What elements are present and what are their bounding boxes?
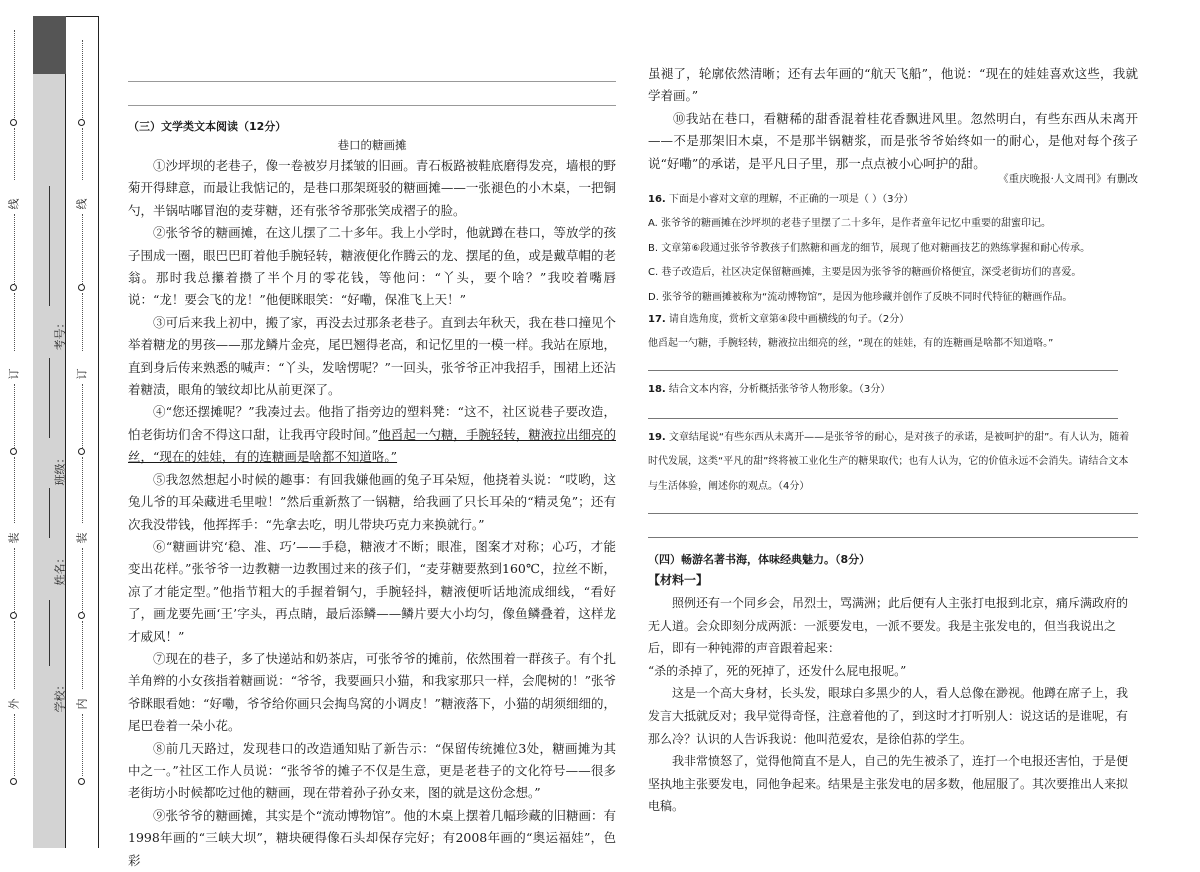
circle-mark: [78, 284, 85, 291]
paragraph: 这是一个高大身材，长头发，眼球白多黑少的人，看人总像在渺视。他蹲在席子上，我发言大抵就反对；我早觉得奇怪，注意着他的了，到这时才打听别人：说这话的是谁呢，有那么冷？认识的人告诉我说：他叫范爱农，是徐伯荪的学生。: [648, 686, 1129, 746]
paragraph: [128, 401, 616, 468]
circle-mark: [78, 612, 85, 619]
paragraph: 我非常愤怒了，觉得他简直不是人，自己的先生被杀了，连打一个电报还害怕，于是便坚执地主张要发电，同他争起来。结果是主张发电的居多数，他屈服了。其次要推出人来拟电稿。: [648, 754, 1129, 814]
paragraph-text: ④“您还摆摊呢？”我凑过去。他指了指旁边的塑料凳：“这不，社区说巷子要改造，怕老街坊们舍不得这口甜，让我再守段时间。”: [128, 404, 616, 442]
question-number: 19.: [648, 432, 666, 443]
paragraph: ①沙坪坝的老巷子，像一卷被岁月揉皱的旧画。青石板路被鞋底磨得发亮，墙根的野菊开得肆意，而最让我惦记的，是巷口那架斑驳的糖画摊——一张褪色的小木桌，一把铜勺，半锅咕嘟冒泡的麦芽糖，还有张爷爷那张笑成褶子的脸。: [128, 158, 616, 218]
material-label: 【材料一】: [648, 573, 709, 587]
material-text: [648, 592, 1138, 818]
dotted-cut-line: [14, 714, 15, 776]
name-label: 姓名：: [53, 552, 67, 586]
paragraph: ⑦现在的巷子，多了快递站和奶茶店，可张爷爷的摊前，依然围着一群孩子。有个扎羊角辫的小女孩指着糖画说：“爷爷，我要画只小猫，和我家那只一样，会爬树的！”张爷爷眯眼看她：“好嘞，爷爷给你画只会掏鸟窝的小调皮！”糖液落下，小猫的胡须细细的，尾巴卷着一朵小花。: [128, 650, 616, 734]
name-field[interactable]: [49, 488, 50, 538]
dotted-cut-line: [82, 384, 83, 448]
section-4-title: （四）畅游名著书海，体味经典魅力。（8分）: [648, 553, 871, 566]
option-c[interactable]: C. 巷子改造后，社区决定保留糖画摊，主要是因为张爷爷的糖画价格便宜，深受老街坊们的喜爱。: [648, 267, 1082, 279]
binding-ding-char: 订: [75, 368, 89, 380]
dotted-cut-line: [14, 548, 15, 612]
binding-line-char: 线: [75, 198, 89, 210]
dotted-cut-line: [82, 457, 83, 523]
article-title: 巷口的糖画摊: [337, 138, 407, 152]
question-16: [648, 188, 1138, 310]
binding-margin: [0, 0, 100, 848]
header-rule: [128, 105, 616, 106]
paragraph: ⑧前几天路过，发现巷口的改造通知贴了新告示：“保留传统摊位3处，糖画摊为其中之一。”社区工作人员说：“张爷爷的摊子不仅是生意，更是老巷子的文化符号——很多老街坊小时候都吃过他的糖画，现在带着孙子孙女来，图的就是这份念想。”: [128, 740, 616, 801]
school-field[interactable]: [49, 600, 50, 666]
dotted-cut-line: [82, 40, 83, 120]
paragraph: 虽褪了，轮廓依然清晰；还有去年画的“航天飞船”，他说：“现在的娃娃喜欢这些，我就学着画。”: [648, 66, 1138, 104]
binding-zhuang-char: 装: [75, 532, 89, 544]
article-continuation: [648, 63, 1138, 175]
question-number: 16.: [648, 194, 666, 205]
dotted-cut-line: [82, 548, 83, 612]
question-stem: 文章结尾说“有些东西从未离开——是张爷爷的耐心，是对孩子的承诺，是被呵护的甜”。有人认为，随着时代发展，这类“平凡的甜”终将被工业化生产的糖果取代；也有人认为，它的价值永远不会消失。请结合文本与生活体验，阐述你的观点。（4分）: [648, 432, 1130, 492]
left-column: [128, 0, 616, 868]
underlined-sentence: 他舀起一勺糖，手腕轻转，糖液拉出细亮的丝，“现在的娃娃，有的连糖画是啥都不知道咯。”: [128, 426, 616, 465]
binding-outer-char: 外: [7, 698, 21, 710]
class-field[interactable]: [49, 358, 50, 438]
answer-line[interactable]: [648, 513, 1138, 514]
dotted-cut-line: [82, 128, 83, 180]
question-17: [648, 308, 1138, 357]
dotted-cut-line: [82, 621, 83, 689]
circle-mark: [10, 612, 17, 619]
circle-mark: [10, 284, 17, 291]
question-18: [648, 378, 1138, 402]
paragraph: ②张爷爷的糖画摊，在这儿摆了二十多年。我上小学时，他就蹲在巷口，等放学的孩子围成一圈，眼巴巴盯着他手腕轻转，糖液便化作腾云的龙、摆尾的鱼，或是戴草帽的老翁。那时我总攥着攒了半个月的零花钱，等他问：“丫头，要个啥？”我咬着嘴唇说：“龙！要会飞的龙！”他便眯眼笑：“好嘞，保准飞上天！”: [128, 225, 616, 308]
dotted-cut-line: [14, 214, 15, 284]
right-column: [648, 0, 1138, 848]
question-stem: 请自选角度，赏析文章第④段中画横线的句子。（2分）: [668, 314, 910, 325]
exam-no-label: 考号：: [53, 317, 67, 351]
question-19: [648, 426, 1138, 499]
paragraph: ⑩我站在巷口，看糖稀的甜香混着桂花香飘进风里。忽然明白，有些东西从未离开——不是那架旧木桌，不是那半锅糖浆，而是张爷爷始终如一的耐心，是他对每个孩子说“好嘞”的承诺，是平凡日子里，那一点点被小心呵护的甜。: [648, 110, 1138, 171]
question-stem: 下面是小睿对文章的理解，不正确的一项是（ ）（3分）: [668, 194, 914, 205]
question-number: 18.: [648, 384, 666, 395]
binding-dark-block: [33, 16, 66, 74]
binding-zhuang-char: 装: [7, 532, 21, 544]
exam-no-field[interactable]: [49, 186, 50, 306]
article-body: [128, 155, 616, 872]
paragraph: ⑥“糖画讲究‘稳、准、巧’——手稳，糖液才不断；眼准，图案才对称；心巧，才能变出花样。”张爷爷一边教糖一边教围过来的孩子们，“麦芽糖要熬到160℃，拉丝不断，凉了才能定型。”他指节粗大的手握着铜勺，手腕轻抖，糖液便听话地流成细线，“看好了，画龙要先画‘王’字头，再点睛，最后添鳞——鳞片要大小均匀，像鱼鳞叠着，这样龙才威风！”: [128, 538, 616, 644]
question-stem: 结合文本内容，分析概括张爷爷人物形象。（3分）: [668, 384, 891, 395]
answer-line[interactable]: [648, 537, 1138, 538]
answer-line[interactable]: [648, 370, 1118, 371]
circle-mark: [10, 119, 17, 126]
dotted-cut-line: [14, 128, 15, 180]
dotted-cut-line: [82, 714, 83, 776]
paragraph: ⑨张爷爷的糖画摊，其实是个“流动博物馆”。他的木桌上摆着几幅珍藏的旧糖画：有1998年画的“三峡大坝”，糖块硬得像石头却保存完好；有2008年画的“奥运福娃”，色彩: [128, 807, 616, 868]
paragraph: 照例还有一个同乡会，吊烈士，骂满洲；此后便有人主张打电报到北京，痛斥满政府的无人道。会众即刻分成两派：一派要发电，一派不要发。我是主张发电的，但当我说出之后，即有一种钝滞的声音跟着起来：: [648, 596, 1129, 656]
option-b[interactable]: B. 文章第⑥段通过张爷爷教孩子们熬糖和画龙的细节，展现了他对糖画技艺的熟练掌握和耐心传承。: [648, 242, 1091, 254]
dotted-cut-line: [14, 384, 15, 448]
binding-inner-char: 内: [75, 698, 89, 710]
dotted-cut-line: [82, 214, 83, 284]
question-number: 17.: [648, 314, 666, 325]
section-title: （三）文学类文本阅读（12分）: [128, 120, 287, 133]
answer-line[interactable]: [648, 418, 1118, 419]
school-label: 学校：: [53, 679, 67, 713]
source-citation: 《重庆晚报·人文周刊》有删改: [998, 173, 1138, 185]
binding-ding-char: 订: [7, 368, 21, 380]
dotted-cut-line: [14, 30, 15, 122]
circle-mark: [10, 448, 17, 455]
binding-line-char: 线: [7, 198, 21, 210]
circle-mark: [78, 448, 85, 455]
quoted-sentence: 他舀起一勺糖，手腕轻转，糖液拉出细亮的丝，“现在的娃娃，有的连糖画是啥都不知道咯。”: [648, 338, 1054, 350]
circle-mark: [78, 119, 85, 126]
paragraph: ⑤我忽然想起小时候的趣事：有回我嫌他画的兔子耳朵短，他挠着头说：“哎哟，这兔儿爷的耳朵藏进毛里啦！”然后重新熬了一锅糖，给我画了只长耳朵的“精灵兔”；还有次我没带钱，他挥挥手：“先拿去吃，明儿带块巧克力来换就行。”: [128, 471, 616, 532]
dotted-cut-line: [14, 293, 15, 351]
class-label: 班级：: [53, 452, 67, 486]
dotted-cut-line: [14, 621, 15, 689]
circle-mark: [78, 778, 85, 785]
option-d[interactable]: D. 张爷爷的糖画摊被称为“流动博物馆”，是因为他珍藏并创作了反映不同时代特征的糖画作品。: [648, 291, 1073, 303]
dotted-cut-line: [14, 457, 15, 523]
paragraph: “杀的杀掉了，死的死掉了，还发什么屁电报呢。”: [648, 663, 907, 678]
header-rule: [128, 81, 616, 82]
paragraph: ③可后来我上初中，搬了家，再没去过那条老巷子。直到去年秋天，我在巷口撞见个举着糖龙的男孩——那龙鳞片金亮，尾巴翘得老高，和记忆里的一模一样。我站在原地，直到身后传来熟悉的喊声：“丫头，发啥愣呢？”一回头，张爷爷正冲我招手，围裙上还沾着糖渍，眼角的皱纹却比从前更深了。: [128, 314, 616, 398]
circle-mark: [10, 778, 17, 785]
option-a[interactable]: A. 张爷爷的糖画摊在沙坪坝的老巷子里摆了二十多年，是作者童年记忆中重要的甜蜜印记。: [648, 218, 1052, 230]
dotted-cut-line: [82, 293, 83, 351]
